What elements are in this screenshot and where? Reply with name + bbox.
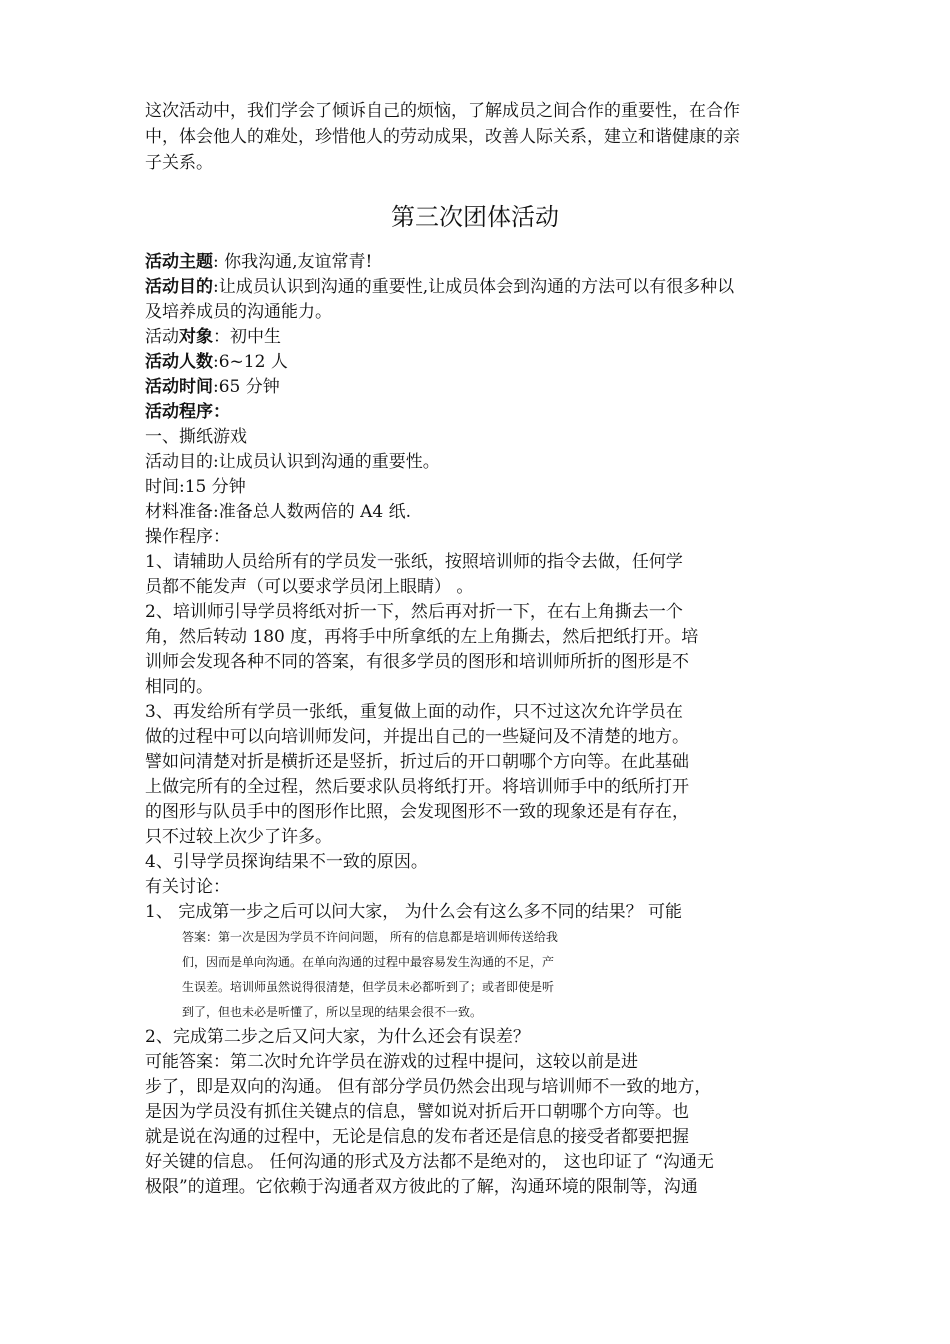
step-line: 2、培训师引导学员将纸对折一下，然后再对折一下，在右上角撕去一个 — [145, 602, 683, 622]
discussion-label: 有关讨论： — [145, 877, 230, 897]
discussion-line: 是因为学员没有抓住关键点的信息，譬如说对折后开口朝哪个方向等。也 — [145, 1102, 689, 1122]
time-label: 活动时间 — [145, 377, 213, 397]
intro-line-2: 中，体会他人的难处，珍惜他人的劳动成果，改善人际关系，建立和谐健康的亲 — [145, 127, 740, 147]
section1-materials: 材料准备:准备总人数两倍的 A4 纸. — [145, 502, 412, 522]
activity-count — [145, 349, 815, 375]
count-label: 活动人数 — [145, 352, 213, 372]
discussion-line: 步了，即是双向的沟通。 但有部分学员仍然会出现与培训师不一致的地方， — [145, 1077, 712, 1097]
activity-theme — [145, 249, 815, 275]
target-prefix: 活动 — [145, 327, 179, 347]
theme-label: 活动主题 — [145, 252, 213, 272]
intro-line-3: 子关系。 — [145, 153, 213, 173]
section1-steps-label: 操作程序： — [145, 527, 230, 547]
target-label: 对象 — [179, 327, 213, 347]
activity-procedure-label: 活动程序： — [145, 402, 230, 422]
discussion-line: 可能答案：第二次时允许学员在游戏的过程中提问，这较以前是进 — [145, 1052, 638, 1072]
discussion-line: 们，因而是单向沟通。在单向沟通的过程中最容易发生沟通的不足，产 — [182, 955, 555, 969]
step-line: 4、引导学员探询结果不一致的原因。 — [145, 852, 428, 872]
discussion-line: 到了，但也未必是听懂了，所以呈现的结果会很不一致。 — [182, 1005, 483, 1019]
step-line: 相同的。 — [145, 677, 213, 697]
section1-time: 时间:15 分钟 — [145, 477, 246, 497]
step-line: 1、请辅助人员给所有的学员发一张纸，按照培训师的指令去做，任何学 — [145, 552, 683, 572]
section1-purpose: 活动目的:让成员认识到沟通的重要性。 — [145, 452, 440, 472]
discussion-line: 好关键的信息。 任何沟通的形式及方法都不是绝对的， 这也印证了 “沟通无 — [145, 1152, 714, 1172]
discussion-line: 2、完成第二步之后又问大家，为什么还会有误差？ — [145, 1027, 530, 1047]
count-value: :6~12 人 — [213, 352, 288, 372]
step-line: 做的过程中可以向培训师发问，并提出自己的一些疑问及不清楚的地方。 — [145, 727, 689, 747]
step-line: 上做完所有的全过程，然后要求队员将纸打开。将培训师手中的纸所打开 — [145, 777, 689, 797]
section-title: 第三次团体活动 — [391, 203, 559, 231]
discussion-line: 就是说在沟通的过程中，无论是信息的发布者还是信息的接受者都要把握 — [145, 1127, 689, 1147]
activity-purpose-cont: 及培养成员的沟通能力。 — [145, 302, 332, 322]
step-line: 员都不能发声（可以要求学员闭上眼睛） 。 — [145, 577, 474, 597]
step-line: 的图形与队员手中的图形作比照，会发现图形不一致的现象还是有存在， — [145, 802, 689, 822]
purpose-value: :让成员认识到沟通的重要性,让成员体会到沟通的方法可以有很多种以 — [213, 277, 735, 297]
step-line: 角，然后转动 180 度，再将手中所拿纸的左上角撕去，然后把纸打开。培 — [145, 627, 699, 647]
activity-time — [145, 374, 815, 400]
step-line: 只不过较上次少了许多。 — [145, 827, 332, 847]
discussion-line: 答案：第一次是因为学员不许问问题， 所有的信息都是培训师传送给我 — [182, 930, 558, 944]
discussion-line: 极限”的道理。它依赖于沟通者双方彼此的了解，沟通环境的限制等，沟通 — [145, 1177, 698, 1197]
step-line: 譬如问清楚对折是横折还是竖折，折过后的开口朝哪个方向等。在此基础 — [145, 752, 689, 772]
activity-target — [145, 324, 815, 350]
step-line: 训师会发现各种不同的答案，有很多学员的图形和培训师所折的图形是不 — [145, 652, 689, 672]
discussion-line: 生误差。培训师虽然说得很清楚，但学员未必都听到了；或者即使是听 — [182, 980, 555, 994]
intro-line-1: 这次活动中，我们学会了倾诉自己的烦恼，了解成员之间合作的重要性，在合作 — [145, 101, 740, 121]
target-value: ：初中生 — [213, 327, 281, 347]
purpose-label: 活动目的 — [145, 277, 213, 297]
discussion-line: 1、 完成第一步之后可以问大家， 为什么会有这么多不同的结果？ 可能 — [145, 902, 683, 922]
time-value: :65 分钟 — [213, 377, 280, 397]
step-line: 3、再发给所有学员一张纸，重复做上面的动作，只不过这次允许学员在 — [145, 702, 683, 722]
activity-purpose — [145, 274, 815, 300]
theme-value: : 你我沟通,友谊常青! — [213, 252, 373, 272]
section1-heading: 一、撕纸游戏 — [145, 427, 247, 447]
